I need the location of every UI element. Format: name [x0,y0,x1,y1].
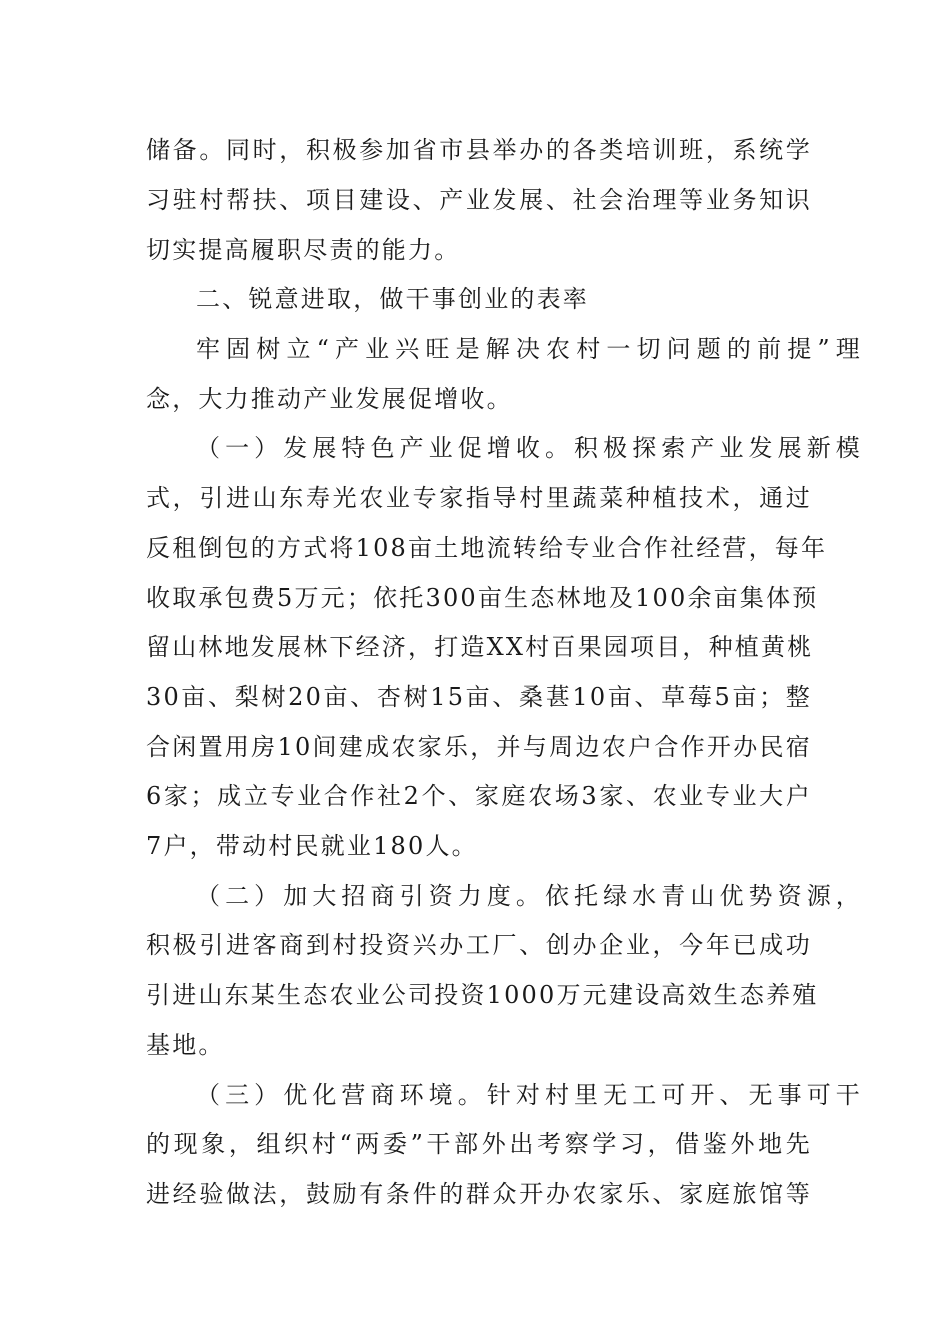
text-line: 积极引进客商到村投资兴办工厂、创办企业，今年已成功 [146,931,812,959]
section-heading: 二、锐意进取，做干事创业的表率 [196,285,589,313]
text-line: 念，大力推动产业发展促增收。 [146,385,513,413]
paragraph-first-line: （三）优化营商环境。针对村里无工可开、无事可干 [196,1081,862,1109]
text-line: 30亩、梨树20亩、杏树15亩、桑葚10亩、草莓5亩；整 [146,683,812,711]
text-line: 的现象，组织村“两委”干部外出考察学习，借鉴外地先 [146,1130,812,1158]
text-line: 反租倒包的方式将108亩土地流转给专业合作社经营，每年 [146,534,828,562]
text-line: 收取承包费5万元；依托300亩生态林地及100余亩集体预 [146,584,819,612]
text-line: 基地。 [146,1031,225,1059]
text-line: 储备。同时，积极参加省市县举办的各类培训班，系统学 [146,136,812,164]
text-line: 7户，带动村民就业180人。 [146,832,478,860]
text-line: 切实提高履职尽责的能力。 [146,236,461,264]
text-line: 引进山东某生态农业公司投资1000万元建设高效生态养殖 [146,981,819,1009]
paragraph-first-line: （二）加大招商引资力度。依托绿水青山优势资源， [196,882,862,910]
text-line: 式，引进山东寿光农业专家指导村里蔬菜种植技术，通过 [146,484,812,512]
text-line: 习驻村帮扶、项目建设、产业发展、社会治理等业务知识 [146,186,812,214]
paragraph-first-line: （一）发展特色产业促增收。积极探索产业发展新模 [196,434,862,462]
text-line: 合闲置用房10间建成农家乐，并与周边农户合作开办民宿 [146,733,812,761]
paragraph-first-line: 牢固树立“产业兴旺是解决农村一切问题的前提”理 [196,335,862,363]
text-line: 留山林地发展林下经济，打造XX村百果园项目，种植黄桃 [146,633,814,661]
text-line: 6家；成立专业合作社2个、家庭农场3家、农业专业大户 [146,782,812,810]
text-line: 进经验做法，鼓励有条件的群众开办农家乐、家庭旅馆等 [146,1180,812,1208]
